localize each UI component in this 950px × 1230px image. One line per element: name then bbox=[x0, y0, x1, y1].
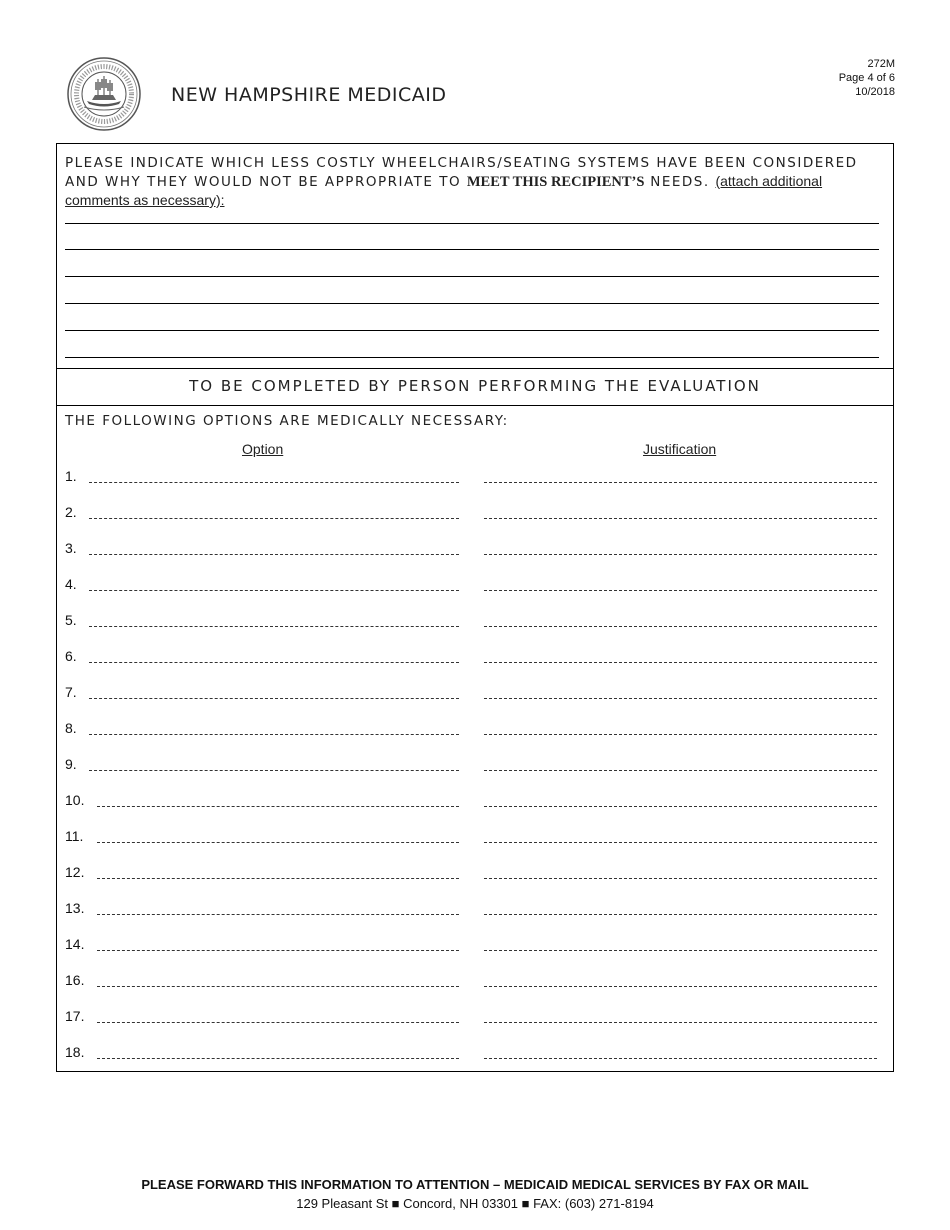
justification-field[interactable] bbox=[484, 518, 877, 519]
row-number: 11. bbox=[65, 828, 84, 844]
row-number: 14. bbox=[65, 936, 85, 952]
justification-field[interactable] bbox=[484, 842, 877, 843]
option-row bbox=[57, 936, 893, 956]
option-field[interactable] bbox=[89, 770, 459, 771]
option-row bbox=[57, 648, 893, 668]
row-number: 18. bbox=[65, 1044, 85, 1060]
revision-date: 10/2018 bbox=[855, 86, 895, 98]
option-field[interactable] bbox=[89, 518, 459, 519]
answer-line[interactable] bbox=[65, 357, 879, 358]
justification-field[interactable] bbox=[484, 626, 877, 627]
justification-field[interactable] bbox=[484, 590, 877, 591]
page-number: Page 4 of 6 bbox=[838, 72, 895, 84]
row-number: 7. bbox=[65, 684, 77, 700]
alternatives-section bbox=[57, 144, 893, 369]
justification-field[interactable] bbox=[484, 482, 877, 483]
justification-field[interactable] bbox=[484, 914, 877, 915]
justification-field[interactable] bbox=[484, 1022, 877, 1023]
answer-line[interactable] bbox=[65, 249, 879, 250]
justification-field[interactable] bbox=[484, 662, 877, 663]
option-field[interactable] bbox=[97, 914, 459, 915]
evaluator-section-title: TO BE COMPLETED BY PERSON PERFORMING THE EVALUATION bbox=[189, 377, 761, 395]
option-field[interactable] bbox=[89, 482, 459, 483]
option-field[interactable] bbox=[89, 554, 459, 555]
footer-address: 129 Pleasant St ■ Concord, NH 03301 ■ FAX: (603) 271-8194 bbox=[296, 1196, 654, 1211]
option-row bbox=[57, 720, 893, 740]
option-column-header: Option bbox=[242, 441, 284, 457]
row-number: 16. bbox=[65, 972, 85, 988]
question-note: (attach additional comments as necessary): bbox=[65, 173, 823, 208]
option-field[interactable] bbox=[97, 1022, 459, 1023]
row-number: 4. bbox=[65, 576, 77, 592]
option-field[interactable] bbox=[89, 698, 459, 699]
option-row bbox=[57, 540, 893, 560]
justification-field[interactable] bbox=[484, 950, 877, 951]
option-field[interactable] bbox=[97, 1058, 459, 1059]
justification-field[interactable] bbox=[484, 698, 877, 699]
answer-line[interactable] bbox=[65, 303, 879, 304]
options-heading: THE FOLLOWING OPTIONS ARE MEDICALLY NECESSARY: bbox=[65, 413, 509, 429]
row-number: 5. bbox=[65, 612, 77, 628]
form-number: 272M bbox=[867, 58, 895, 70]
answer-line[interactable] bbox=[65, 276, 879, 277]
row-number: 8. bbox=[65, 720, 77, 736]
row-number: 12. bbox=[65, 864, 85, 880]
option-row bbox=[57, 1044, 893, 1064]
row-number: 3. bbox=[65, 540, 77, 556]
option-row bbox=[57, 612, 893, 632]
answer-line[interactable] bbox=[65, 330, 879, 331]
justification-field[interactable] bbox=[484, 734, 877, 735]
question-text-bold: MEET THIS RECIPIENT’S bbox=[466, 174, 645, 190]
option-row bbox=[57, 504, 893, 524]
justification-column-header: Justification bbox=[643, 441, 717, 457]
row-number: 1. bbox=[65, 468, 77, 484]
option-row bbox=[57, 828, 893, 848]
evaluator-section-header bbox=[57, 368, 893, 406]
form-meta bbox=[839, 57, 895, 99]
option-row bbox=[57, 972, 893, 992]
justification-field[interactable] bbox=[484, 770, 877, 771]
form-box bbox=[56, 143, 894, 1072]
row-number: 13. bbox=[65, 900, 85, 916]
justification-field[interactable] bbox=[484, 554, 877, 555]
option-row bbox=[57, 792, 893, 812]
option-field[interactable] bbox=[97, 878, 459, 879]
justification-field[interactable] bbox=[484, 806, 877, 807]
row-number: 10. bbox=[65, 792, 85, 808]
option-row bbox=[57, 756, 893, 776]
row-number: 17. bbox=[65, 1008, 85, 1024]
footer-instruction: PLEASE FORWARD THIS INFORMATION TO ATTENTION – MEDICAID MEDICAL SERVICES BY FAX OR MAIL bbox=[141, 1177, 809, 1192]
row-number: 2. bbox=[65, 504, 77, 520]
option-field[interactable] bbox=[97, 806, 459, 807]
option-field[interactable] bbox=[97, 950, 459, 951]
option-field[interactable] bbox=[89, 626, 459, 627]
option-field[interactable] bbox=[97, 986, 459, 987]
justification-field[interactable] bbox=[484, 878, 877, 879]
justification-field[interactable] bbox=[484, 1058, 877, 1059]
option-row bbox=[57, 576, 893, 596]
answer-line[interactable] bbox=[65, 223, 879, 224]
state-seal-icon bbox=[67, 57, 141, 131]
footer bbox=[0, 1175, 950, 1213]
agency-title: NEW HAMPSHIRE MEDICAID bbox=[171, 84, 447, 106]
question-text-part1: PLEASE INDICATE WHICH LESS COSTLY WHEELCHAIRS/SEATING SYSTEMS HAVE BEEN CONSIDERED AND WHY THEY WOULD NOT BE APPROPRIATE TO bbox=[65, 155, 858, 190]
question-text-part2: NEEDS. bbox=[644, 174, 716, 190]
row-number: 9. bbox=[65, 756, 77, 772]
option-field[interactable] bbox=[89, 590, 459, 591]
option-row bbox=[57, 468, 893, 488]
option-row bbox=[57, 1008, 893, 1028]
option-field[interactable] bbox=[89, 734, 459, 735]
option-row bbox=[57, 684, 893, 704]
option-row bbox=[57, 900, 893, 920]
option-field[interactable] bbox=[89, 662, 459, 663]
option-field[interactable] bbox=[97, 842, 459, 843]
row-number: 6. bbox=[65, 648, 77, 664]
justification-field[interactable] bbox=[484, 986, 877, 987]
option-row bbox=[57, 864, 893, 884]
alternatives-question bbox=[65, 154, 880, 210]
